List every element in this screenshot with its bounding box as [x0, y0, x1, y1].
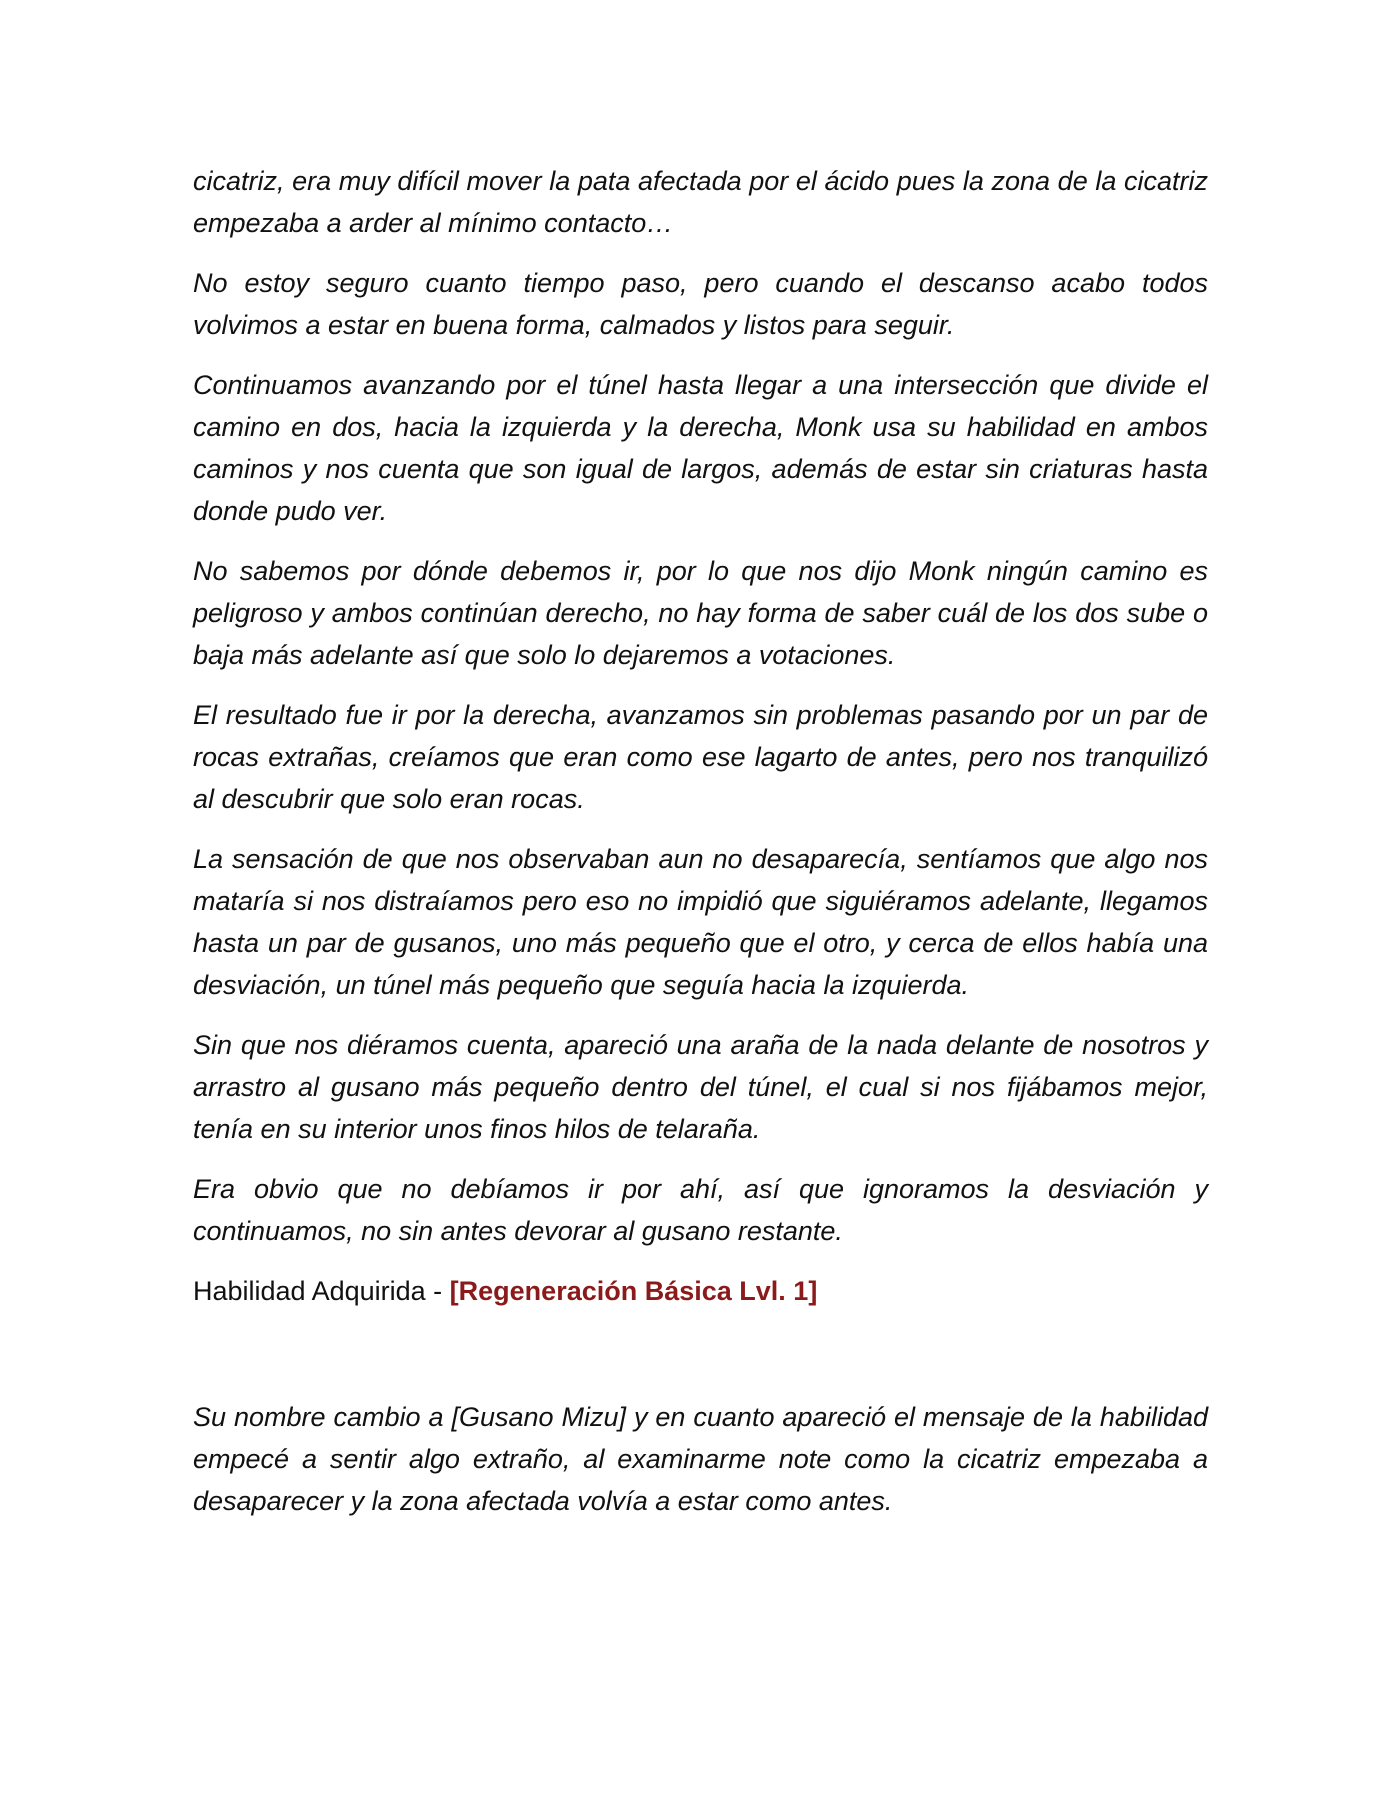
paragraph-4: No sabemos por dónde debemos ir, por lo que nos dijo Monk ningún camino es peligroso y ambos continúan derecho, no hay forma de saber cuál de los dos sube o baja más adelante así que solo lo dejaremos a votaciones.: [193, 556, 1208, 670]
skill-prefix: Habilidad Adquirida -: [193, 1276, 450, 1306]
paragraph-7: Sin que nos diéramos cuenta, apareció una araña de la nada delante de nosotros y arrastro al gusano más pequeño dentro del túnel, el cual si nos fijábamos mejor, tenía en su interior unos finos hilos de telaraña.: [193, 1030, 1208, 1144]
paragraph-8: Era obvio que no debíamos ir por ahí, así que ignoramos la desviación y continuamos, no sin antes devorar al gusano restante.: [193, 1174, 1208, 1246]
paragraph-5: El resultado fue ir por la derecha, avanzamos sin problemas pasando por un par de rocas extrañas, creíamos que eran como ese lagarto de antes, pero nos tranquilizó al descubrir que solo eran rocas.: [193, 700, 1208, 814]
spacer: [193, 1312, 1208, 1396]
closing-paragraph: Su nombre cambio a [Gusano Mizu] y en cuanto apareció el mensaje de la habilidad empecé a sentir algo extraño, al examinarme note como la cicatriz empezaba a desaparecer y la zona afectada volvía a estar como antes.: [193, 1402, 1208, 1516]
skill-acquired-line: [193, 1270, 1208, 1312]
document-page: [193, 160, 1208, 1540]
paragraph-6: La sensación de que nos observaban aun no desaparecía, sentíamos que algo nos mataría si nos distraíamos pero eso no impidió que siguiéramos adelante, llegamos hasta un par de gusanos, uno más pequeño que el otro, y cerca de ellos había una desviación, un túnel más pequeño que seguía hacia la izquierda.: [193, 844, 1208, 1000]
paragraph-3: Continuamos avanzando por el túnel hasta llegar a una intersección que divide el camino en dos, hacia la izquierda y la derecha, Monk usa su habilidad en ambos caminos y nos cuenta que son igual de largos, además de estar sin criaturas hasta donde pudo ver.: [193, 370, 1208, 526]
skill-name: [Regeneración Básica Lvl. 1]: [449, 1276, 818, 1306]
paragraph-2: No estoy seguro cuanto tiempo paso, pero cuando el descanso acabo todos volvimos a estar en buena forma, calmados y listos para seguir.: [193, 268, 1208, 340]
paragraph-1: cicatriz, era muy difícil mover la pata afectada por el ácido pues la zona de la cicatriz empezaba a arder al mínimo contacto…: [193, 166, 1208, 238]
